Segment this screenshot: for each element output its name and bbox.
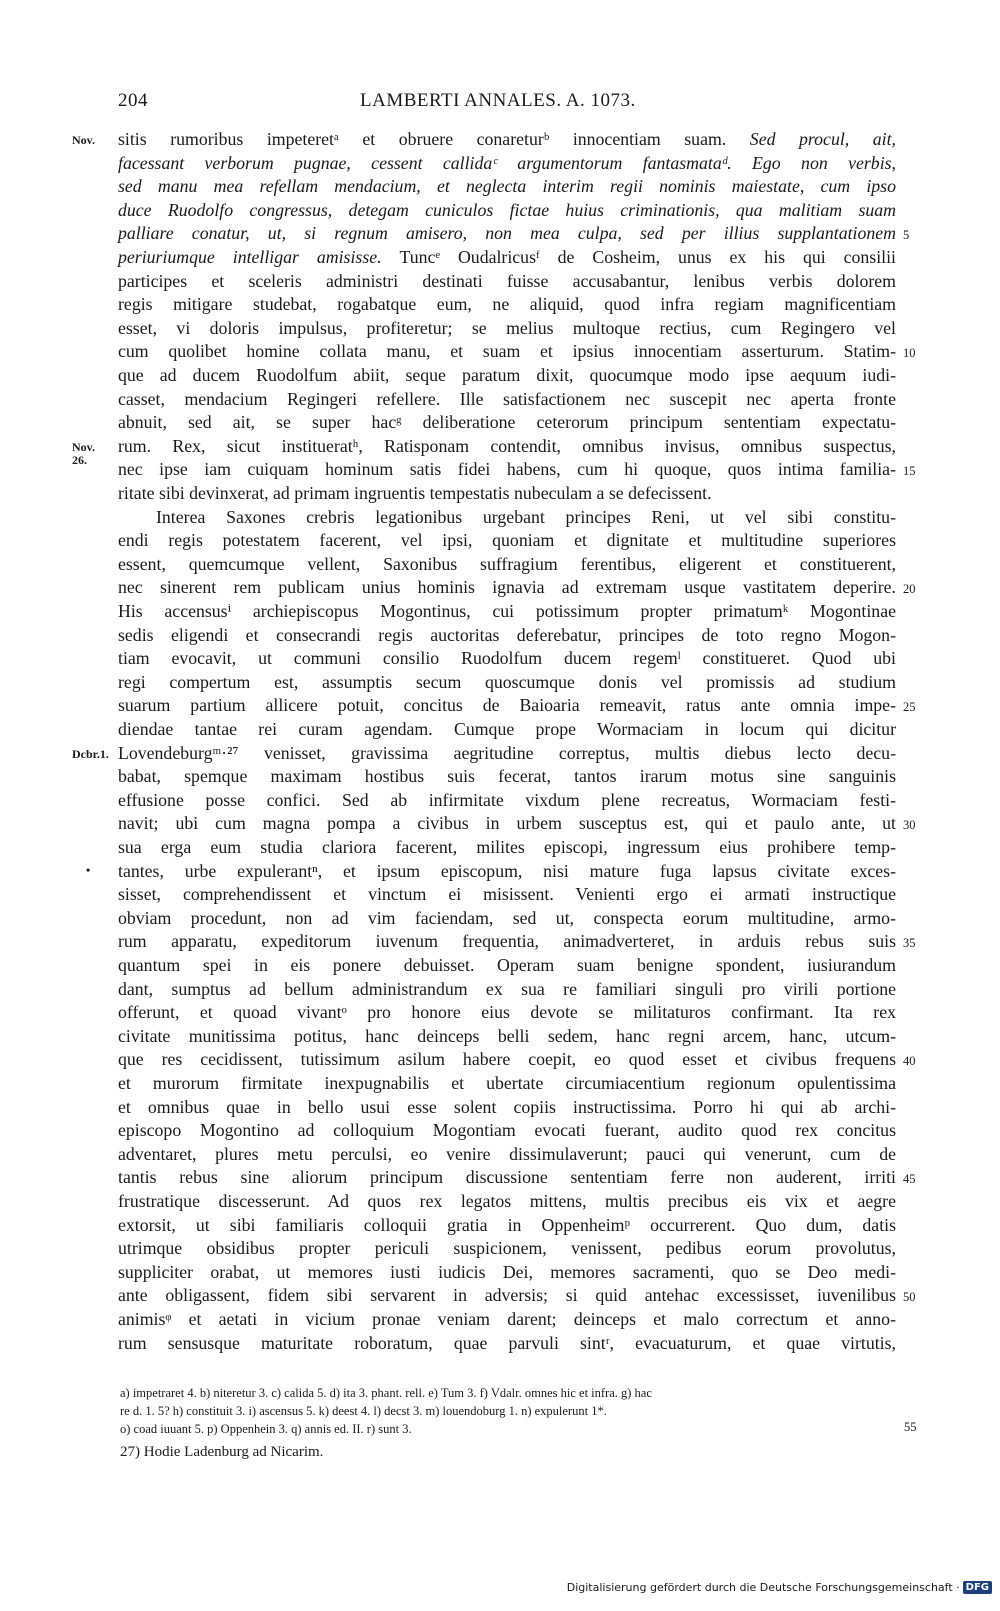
text-line xyxy=(118,1143,896,1166)
roman-text: dant, sumptus ad bellum administrandum ex sua re familiari singuli pro virili portione xyxy=(118,978,896,999)
text-line xyxy=(118,1261,896,1284)
line-number: 35 xyxy=(903,936,916,951)
roman-text: tiam evocavit, ut communi consilio Ruodolfum ducem regemˡ constitueret. Quod ubi xyxy=(118,648,896,669)
text-line xyxy=(118,1025,896,1048)
roman-text: rum sensusque maturitate roboratum, quae parvuli sintʳ, evacuaturum, et quae virtutis, xyxy=(118,1332,896,1353)
text-line xyxy=(118,860,896,883)
text-line xyxy=(118,1096,896,1119)
italic-text: Sed procul, ait, xyxy=(749,129,896,149)
running-title: LAMBERTI ANNALES. A. 1073. xyxy=(360,90,636,111)
line-number: 45 xyxy=(903,1172,916,1187)
text-line xyxy=(118,222,896,245)
roman-text: quantum spei in eis ponere debuisset. Operam suam benigne spondent, iusiurandum xyxy=(118,955,896,975)
roman-text: offerunt, et quoad vivantᵒ pro honore eius devote se militaturos confirmant. Ita rex xyxy=(118,1002,896,1023)
line-number: 25 xyxy=(903,700,916,715)
roman-text: casset, mendacium Regingeri refellere. Ille satisfactionem nec suscepit nec aperta fronte xyxy=(118,388,896,409)
text-line xyxy=(118,742,896,765)
roman-text: rum. Rex, sicut institueratʰ, Ratisponam contendit, omnibus invisus, omnibus suspectus, xyxy=(118,435,896,456)
roman-text: navit; ubi cum magna pompa a civibus in urbem susceptus est, qui et paulo ante, ut xyxy=(118,813,896,834)
roman-text: et omnibus quae in bello usui esse solent copiis instructissima. Porro hi qui ab archi- xyxy=(118,1096,896,1117)
line-number: 10 xyxy=(903,346,916,361)
roman-text: ante obligassent, fidem sibi servarent in adversis; si quid antehac excessisset, iuvenilibus xyxy=(118,1285,896,1306)
text-line xyxy=(156,506,896,529)
margin-date-note: 26. xyxy=(72,452,87,467)
roman-text: que ad ducem Ruodolfum abiit, seque paratum dixit, quocumque modo ipse aequum iudi- xyxy=(118,365,896,385)
text-line xyxy=(118,482,896,505)
text-line xyxy=(118,128,896,151)
roman-text: regi compertum est, assumptis secum quoscumque donis vel promissis ad studium xyxy=(118,671,896,692)
roman-text: ritate sibi devinxerat, ad primam ingruentis tempestatis nubeculam a se defecissent. xyxy=(118,483,712,503)
text-line xyxy=(118,1119,896,1142)
text-line xyxy=(118,789,896,812)
text-line xyxy=(118,1048,896,1071)
roman-text: nec ipse iam cuiquam hominum satis fidei habens, cum hi quoque, quos intima familia- xyxy=(118,459,896,480)
line-number: 5 xyxy=(903,228,910,243)
digitization-credit xyxy=(567,1581,992,1594)
text-line xyxy=(118,671,896,694)
roman-text: animisᵠ et aetati in vicium pronae veniam darent; deinceps et malo correctum et anno- xyxy=(118,1309,896,1329)
text-line xyxy=(118,553,896,576)
text-line xyxy=(118,694,896,717)
roman-text: Interea Saxones crebris legationibus urgebant principes Reni, ut vel sibi constitu- xyxy=(156,506,896,527)
text-line xyxy=(118,930,896,953)
text-line xyxy=(118,647,896,670)
text-line xyxy=(118,364,896,387)
roman-text: tantis rebus sine aliorum principum discussione sententiam ferre non auderent, irriti xyxy=(118,1167,896,1188)
roman-text: essent, quemcumque vellent, Saxonibus suffragium ferentibus, eligerent et constituerent, xyxy=(118,553,896,574)
roman-text: extorsit, ut sibi familiaris colloquii gratia in Oppenheimᵖ occurrerent. Quo dum, datis xyxy=(118,1214,896,1235)
text-line xyxy=(118,1166,896,1189)
text-line xyxy=(118,293,896,316)
text-line xyxy=(118,883,896,906)
roman-text: adventaret, plures metu perculsi, eo venire dissimulaverunt; pauci qui venerunt, cum de xyxy=(118,1143,896,1164)
roman-text: Tuncᵉ Oudalricusᶠ de Cosheim, unus ex his qui consilii xyxy=(399,247,896,267)
line-number: 50 xyxy=(903,1290,916,1305)
line-number: 20 xyxy=(903,582,916,597)
line-number: 40 xyxy=(903,1054,916,1069)
text-line xyxy=(118,1308,896,1331)
roman-text: sitis rumoribus impeteretᵃ et obruere conareturᵇ innocentiam suam. xyxy=(118,129,750,149)
text-line xyxy=(118,199,896,222)
text-line xyxy=(118,624,896,647)
roman-text: nec sinerent rem publicam unius hominis ignavia ad extremam usque vastitatem deperire. xyxy=(118,577,896,598)
roman-text: utrimque obsidibus propter periculi suspicionem, venissent, pedibus eorum provolutus, xyxy=(118,1238,896,1259)
line-number: 15 xyxy=(903,464,916,479)
roman-text: babat, spemque maximam hostibus suis fecerat, tantos irarum motus sine sanguinis xyxy=(118,766,896,787)
text-line xyxy=(118,317,896,340)
roman-text: effusione posse confici. Sed ab infirmitate vixdum plene recreatus, Wormaciam festi- xyxy=(118,789,896,810)
roman-text: sisset, comprehendissent et vinctum ei misissent. Venienti ergo ei armati instructique xyxy=(118,884,896,905)
roman-text: suarum partium allicere potuit, concitus de Baioaria remeavit, ratus ante omnia impe- xyxy=(118,695,896,716)
roman-text: suppliciter orabat, ut memores iusti iudicis Dei, memores sacramenti, quo se Deo medi- xyxy=(118,1261,896,1282)
text-line xyxy=(118,978,896,1001)
editor-note: 27) Hodie Ladenburg ad Nicarim. xyxy=(120,1444,324,1460)
roman-text: sua erga eum studia clariora facerent, milites episcopi, ingressum eius prohibere temp- xyxy=(118,837,896,857)
text-line xyxy=(118,388,896,411)
roman-text: tantes, urbe expulerantⁿ, et ipsum episcopum, nisi mature fuga lapsus civitate exces- xyxy=(118,860,896,881)
roman-text: episcopo Mogontino ad colloquium Mogontiam evocati fuerant, audito quod rex concitus xyxy=(118,1120,896,1141)
margin-date-note: Nov. xyxy=(72,439,96,454)
italic-text: periuriumque intelligar amisisse. xyxy=(118,247,400,267)
margin-date-note: Dcbr.1. xyxy=(72,746,109,761)
italic-text: sed manu mea refellam mendacium, et neglecta interim regii nominis maiestate, cum ipso xyxy=(118,176,896,197)
italic-text: palliare conatur, ut, si regnum amisero, non mea culpa, sed per illius supplantationem xyxy=(118,223,896,244)
text-line xyxy=(118,600,896,623)
roman-text: que res cecidissent, tutissimum asilum habere coepit, eo quod esset et civibus frequens xyxy=(118,1049,896,1070)
credit-text: Digitalisierung gefördert durch die Deutsche Forschungsgemeinschaft · xyxy=(566,1581,960,1594)
roman-text: obviam procedunt, non ad vim faciendam, sed ut, conspecta eorum multitudine, armo- xyxy=(118,907,896,928)
roman-text: participes et sceleris administri destinati fuisse accusabantur, lenibus verbis dolorem xyxy=(118,270,896,291)
page-number: 204 xyxy=(118,90,148,111)
text-line xyxy=(118,246,896,269)
italic-text: facessant verborum pugnae, cessent callidaᶜ argumentorum fantasmataᵈ. Ego non verbis, xyxy=(118,152,896,173)
margin-date-note: • xyxy=(86,862,91,877)
roman-text: Lovendeburgᵐ·²⁷ venisset, gravissima aegritudine correptus, multis diebus lecto decu- xyxy=(118,742,896,763)
roman-text: rum apparatu, expeditorum iuvenum frequentia, animadverteret, in arduis rebus suis xyxy=(118,931,896,952)
text-line xyxy=(118,1214,896,1237)
text-line xyxy=(118,718,896,741)
roman-text: regis mitigare studebat, rogabatque eum, ne aliquid, quod infra regiam magnificentiam xyxy=(118,294,896,315)
margin-date-note: Nov. xyxy=(72,133,96,147)
text-line xyxy=(118,1190,896,1213)
text-line xyxy=(118,270,896,293)
text-line xyxy=(118,1001,896,1024)
footnote-line-number: 55 xyxy=(904,1420,917,1434)
text-line xyxy=(118,340,896,363)
text-line xyxy=(118,765,896,788)
roman-text: sedis eligendi et consecrandi regis auctoritas deferebatur, principes de toto regno Mogon- xyxy=(118,624,896,645)
text-line xyxy=(118,954,896,977)
line-number: 30 xyxy=(903,818,916,833)
text-line xyxy=(118,576,896,599)
roman-text: et murorum firmitate inexpugnabilis et ubertate circumiacentium regionum opulentissima xyxy=(118,1073,896,1093)
dfg-logo: DFG xyxy=(963,1581,992,1594)
text-line xyxy=(118,1332,896,1355)
text-line xyxy=(118,435,896,458)
text-line xyxy=(118,175,896,198)
roman-text: His accensusⁱ archiepiscopus Mogontinus, cui potissimum propter primatumᵏ Mogontinae xyxy=(118,601,896,621)
footnote-line: re d. 1. 5? h) constituit 3. i) ascensus 5. k) deest 4. l) decst 3. m) louendoburg 1. n) expulerunt 1*. xyxy=(120,1404,607,1418)
text-line xyxy=(118,836,896,859)
roman-text: esset, vi doloris impulsus, profiteretur; se melius multoque rectius, cum Regingero vel xyxy=(118,317,896,338)
text-line xyxy=(118,458,896,481)
footnote-line: o) coad iuuant 5. p) Oppenhein 3. q) annis ed. II. r) sunt 3. xyxy=(120,1422,412,1436)
text-line xyxy=(118,529,896,552)
text-line xyxy=(118,1237,896,1260)
text-line xyxy=(118,812,896,835)
italic-text: duce Ruodolfo congressus, detegam cuniculos fictae huius criminationis, qua malitiam suam xyxy=(118,199,896,220)
roman-text: endi regis potestatem facerent, vel ipsi, quoniam et dignitate et multitudine superiores xyxy=(118,530,896,551)
text-line xyxy=(118,411,896,434)
roman-text: civitate munitissima potitus, hanc deinceps belli sedem, hanc regni arcem, hanc, utcum- xyxy=(118,1025,896,1046)
footnote-line: a) impetraret 4. b) niteretur 3. c) calida 5. d) ita 3. phant. rell. e) Tum 3. f) Vdalr. omnes hic et infra. g) hac xyxy=(120,1386,652,1400)
text-line xyxy=(118,152,896,175)
roman-text: abnuit, sed ait, se super hacᵍ deliberatione ceterorum principum sententiam expectatu- xyxy=(118,412,896,433)
page-header xyxy=(118,90,896,120)
text-line xyxy=(118,907,896,930)
roman-text: cum quolibet homine collata manu, et suam et ipsius innocentiam asserturum. Statim- xyxy=(118,341,896,362)
roman-text: diendae tantae rei curam agendam. Cumque prope Wormaciam in locum qui dicitur xyxy=(118,719,896,739)
text-line xyxy=(118,1284,896,1307)
roman-text: frustratique discesserunt. Ad quos rex legatos mittens, multis precibus eis vix et aegre xyxy=(118,1191,896,1211)
text-line xyxy=(118,1072,896,1095)
